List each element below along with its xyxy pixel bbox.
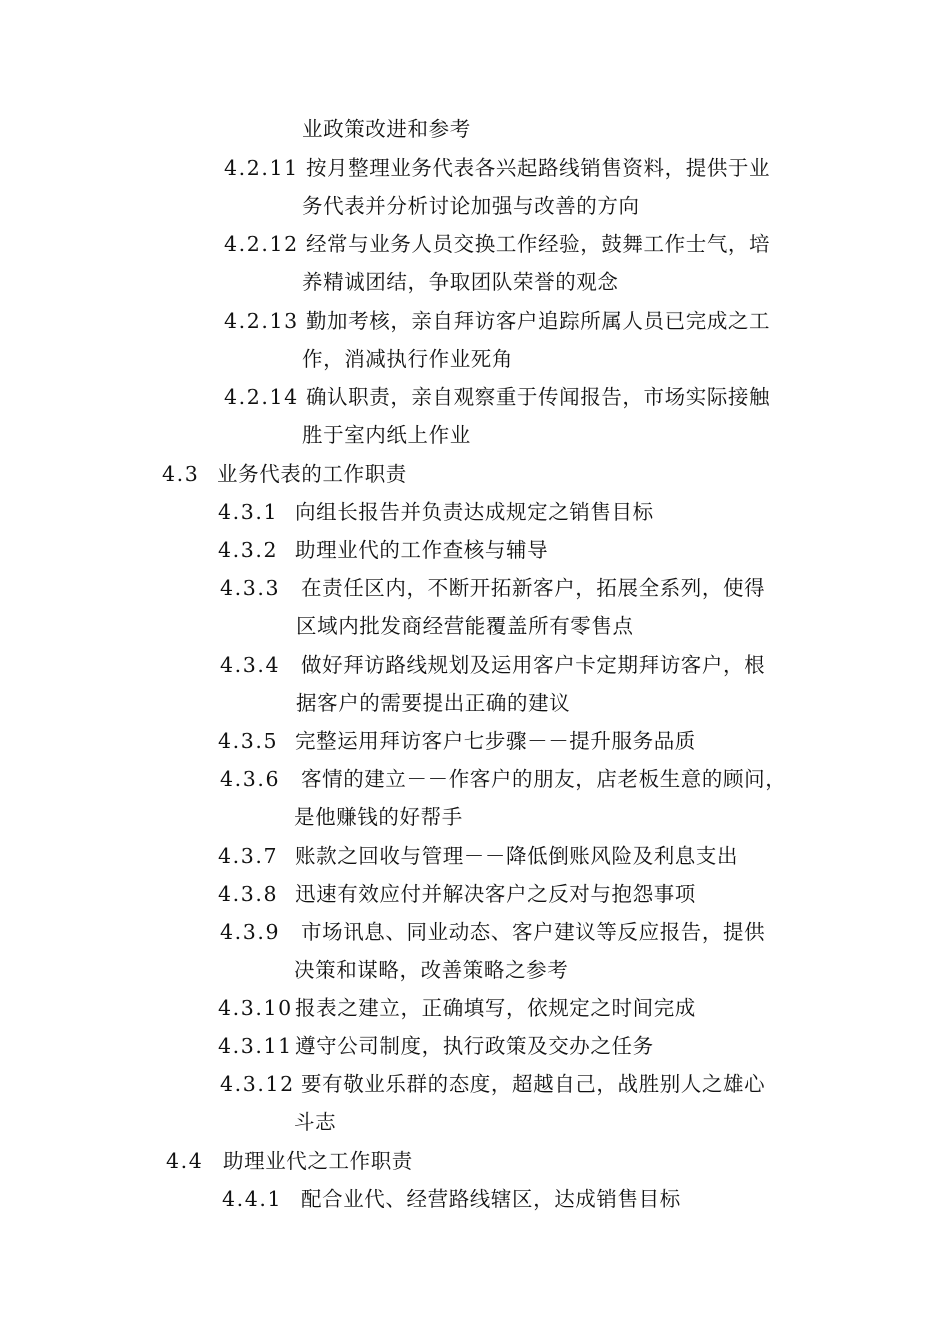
clause-4-3-7: [218, 842, 738, 870]
text-line: 是他赚钱的好帮手: [294, 805, 463, 829]
clause-4-3-4: [220, 651, 765, 679]
clause-text: 按月整理业务代表各兴起路线销售资料，提供于业: [305, 156, 771, 180]
clause-number: 4.3.7: [218, 844, 279, 868]
clause-text: 勤加考核，亲自拜访客户追踪所属人员已完成之工: [305, 309, 771, 333]
clause-text: 客情的建立－－作客户的朋友，店老板生意的顾问，: [301, 767, 787, 791]
clause-text: 确认职责，亲自观察重于传闻报告，市场实际接触: [305, 385, 771, 409]
clause-text: 账款之回收与管理－－降低倒账风险及利息支出: [295, 844, 739, 868]
clause-4-3-8: [218, 880, 696, 908]
clause-4-3-5: [218, 727, 696, 755]
clause-4-2-12: [224, 230, 770, 258]
text-line: 据客户的需要提出正确的建议: [296, 691, 571, 715]
clause-number: 4.2.12: [224, 232, 299, 256]
clause-number: 4.3.5: [218, 729, 279, 753]
clause-number: 4.3.8: [218, 882, 279, 906]
clause-text: 助理业代的工作查核与辅导: [295, 538, 549, 562]
clause-number: 4.3.10: [218, 996, 293, 1020]
clause-4-3-11: [218, 1032, 654, 1060]
clause-4-3-12: [220, 1070, 765, 1098]
text-line: 区域内批发商经营能覆盖所有零售点: [296, 614, 634, 638]
clause-number: 4.2.11: [224, 156, 299, 180]
text-line: 养精诚团结，争取团队荣誉的观念: [302, 270, 619, 294]
clause-text: 在责任区内，不断开拓新客户，拓展全系列，使得: [301, 576, 766, 600]
clause-4-2-13: [224, 307, 770, 335]
section-heading-4-3: [162, 460, 407, 488]
clause-4-4-1: [222, 1185, 681, 1213]
clause-number: 4.3.2: [218, 538, 279, 562]
clause-text: 经常与业务人员交换工作经验，鼓舞工作士气，培: [305, 232, 771, 256]
clause-number: 4.3.3: [220, 576, 281, 600]
clause-text: 市场讯息、同业动态、客户建议等反应报告，提供: [301, 920, 766, 944]
clause-text: 迅速有效应付并解决客户之反对与抱怨事项: [295, 882, 696, 906]
clause-4-2-11: [224, 154, 770, 182]
clause-number: 4.3.4: [220, 653, 281, 677]
clause-number: 4.2.14: [224, 385, 299, 409]
clause-4-3-3: [220, 574, 765, 602]
clause-text: 报表之建立，正确填写，依规定之时间完成: [295, 996, 696, 1020]
clause-4-2-14: [224, 383, 770, 411]
text-line: 作，消减执行作业死角: [302, 347, 513, 371]
section-title: 业务代表的工作职责: [217, 462, 407, 486]
clause-number: 4.2.13: [224, 309, 299, 333]
section-title: 助理业代之工作职责: [223, 1149, 413, 1173]
clause-number: 4.3.11: [218, 1034, 293, 1058]
text-line: 斗志: [294, 1110, 337, 1134]
clause-number: 4.3.1: [218, 500, 279, 524]
clause-4-3-10: [218, 994, 696, 1022]
clause-4-3-6: [220, 765, 786, 793]
clause-4-3-1: [218, 498, 654, 526]
text-line: 务代表并分析讨论加强与改善的方向: [302, 194, 640, 218]
clause-text: 要有敬业乐群的态度，超越自己，战胜别人之雄心: [301, 1072, 766, 1096]
clause-text: 完整运用拜访客户七步骤－－提升服务品质: [295, 729, 696, 753]
clause-text: 遵守公司制度，执行政策及交办之任务: [295, 1034, 654, 1058]
clause-number: 4.3.12: [220, 1072, 295, 1096]
section-number: 4.3: [162, 462, 200, 486]
clause-number: 4.4.1: [222, 1187, 283, 1211]
text-line: 决策和谋略，改善策略之参考: [294, 958, 569, 982]
text-line: 胜于室内纸上作业: [302, 423, 471, 447]
section-number: 4.4: [166, 1149, 204, 1173]
clause-number: 4.3.6: [220, 767, 281, 791]
clause-text: 配合业代、经营路线辖区，达成销售目标: [301, 1187, 681, 1211]
text-line: 业政策改进和参考: [302, 117, 471, 141]
clause-text: 向组长报告并负责达成规定之销售目标: [295, 500, 654, 524]
section-heading-4-4: [166, 1147, 413, 1175]
clause-number: 4.3.9: [220, 920, 281, 944]
clause-text: 做好拜访路线规划及运用客户卡定期拜访客户，根: [301, 653, 766, 677]
clause-4-3-9: [220, 918, 765, 946]
clause-4-3-2: [218, 536, 548, 564]
